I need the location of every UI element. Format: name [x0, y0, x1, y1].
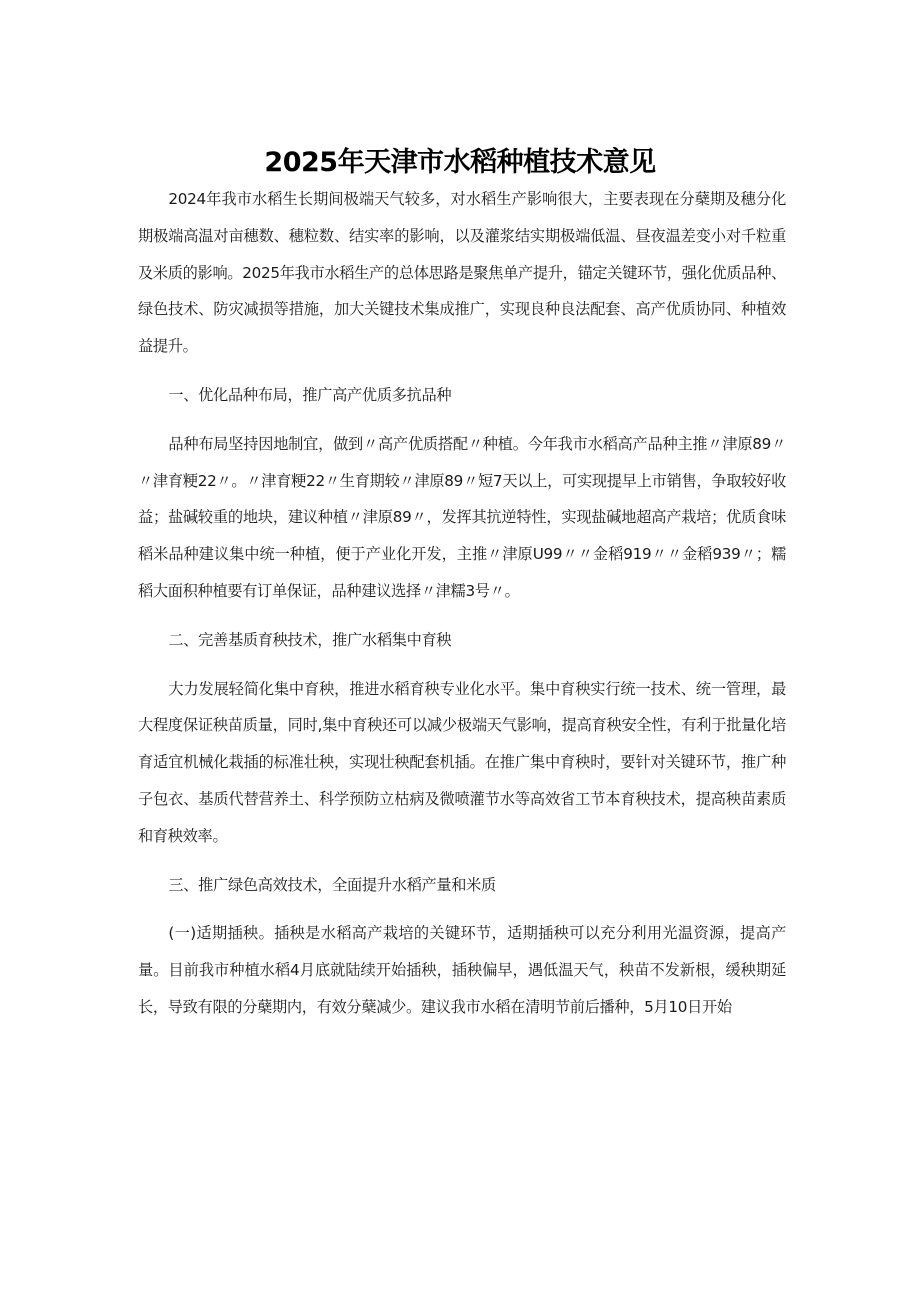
- intro-paragraph: 2024年我市水稻生长期间极端天气较多，对水稻生产影响很大，主要表现在分蘖期及穗分化期极端高温对亩穗数、穗粒数、结实率的影响，以及灌浆结实期极端低温、昼夜温差变小对千粒重及米质的影响。2025年我市水稻生产的总体思路是聚焦单产提升，锚定关键环节，强化优质品种、绿色技术、防灾减损等措施，加大关键技术集成推广，实现良种良法配套、高产优质协同、种植效益提升。: [138, 190, 786, 356]
- section-heading-nursery: 二、完善基质育秧技术，推广水稻集中育秧: [168, 630, 452, 649]
- document-title: 2025年天津市水稻种植技术意见: [264, 147, 656, 179]
- document-body: [138, 181, 786, 1026]
- varieties-paragraph: 品种布局坚持因地制宜，做到〃高产优质搭配〃种植。今年我市水稻高产品种主推〃津原89〃〃津育粳22〃。〃津育粳22〃生育期较〃津原89〃短7天以上，可实现提早上市销售，争取较好收益；盐碱较重的地块，建议种植〃津原89〃，发挥其抗逆特性，实现盐碱地超高产栽培；优质食味稻米品种建议集中统一种植，便于产业化开发，主推〃津原U99〃〃金稻919〃〃金稻939〃；糯稻大面积种植要有订单保证，品种建议选择〃津糯3号〃。: [138, 434, 786, 600]
- transplant-paragraph: (一)适期插秧。插秧是水稻高产栽培的关键环节，适期插秧可以充分利用光温资源，提高产量。目前我市种植水稻4月底就陆续开始插秧，插秧偏早，遇低温天气，秧苗不发新根，缓秧期延长，导致有限的分蘖期内，有效分蘖减少。建议我市水稻在清明节前后播种，5月10日开始: [138, 924, 786, 1016]
- section-heading-green-tech: 三、推广绿色高效技术，全面提升水稻产量和米质: [168, 875, 496, 894]
- section-heading-varieties: 一、优化品种布局，推广高产优质多抗品种: [168, 385, 452, 404]
- nursery-paragraph: 大力发展轻简化集中育秧，推进水稻育秧专业化水平。集中育秧实行统一技术、统一管理，最大程度保证秧苗质量，同时,集中育秧还可以减少极端天气影响，提高育秧安全性，有利于批量化培育适宜机械化栽插的标准壮秧，实现壮秧配套机插。在推广集中育秧时，要针对关键环节，推广种子包衣、基质代替营养土、科学预防立枯病及微喷灌节水等高效省工节本育秧技术，提高秧苗素质和育秧效率。: [138, 679, 786, 845]
